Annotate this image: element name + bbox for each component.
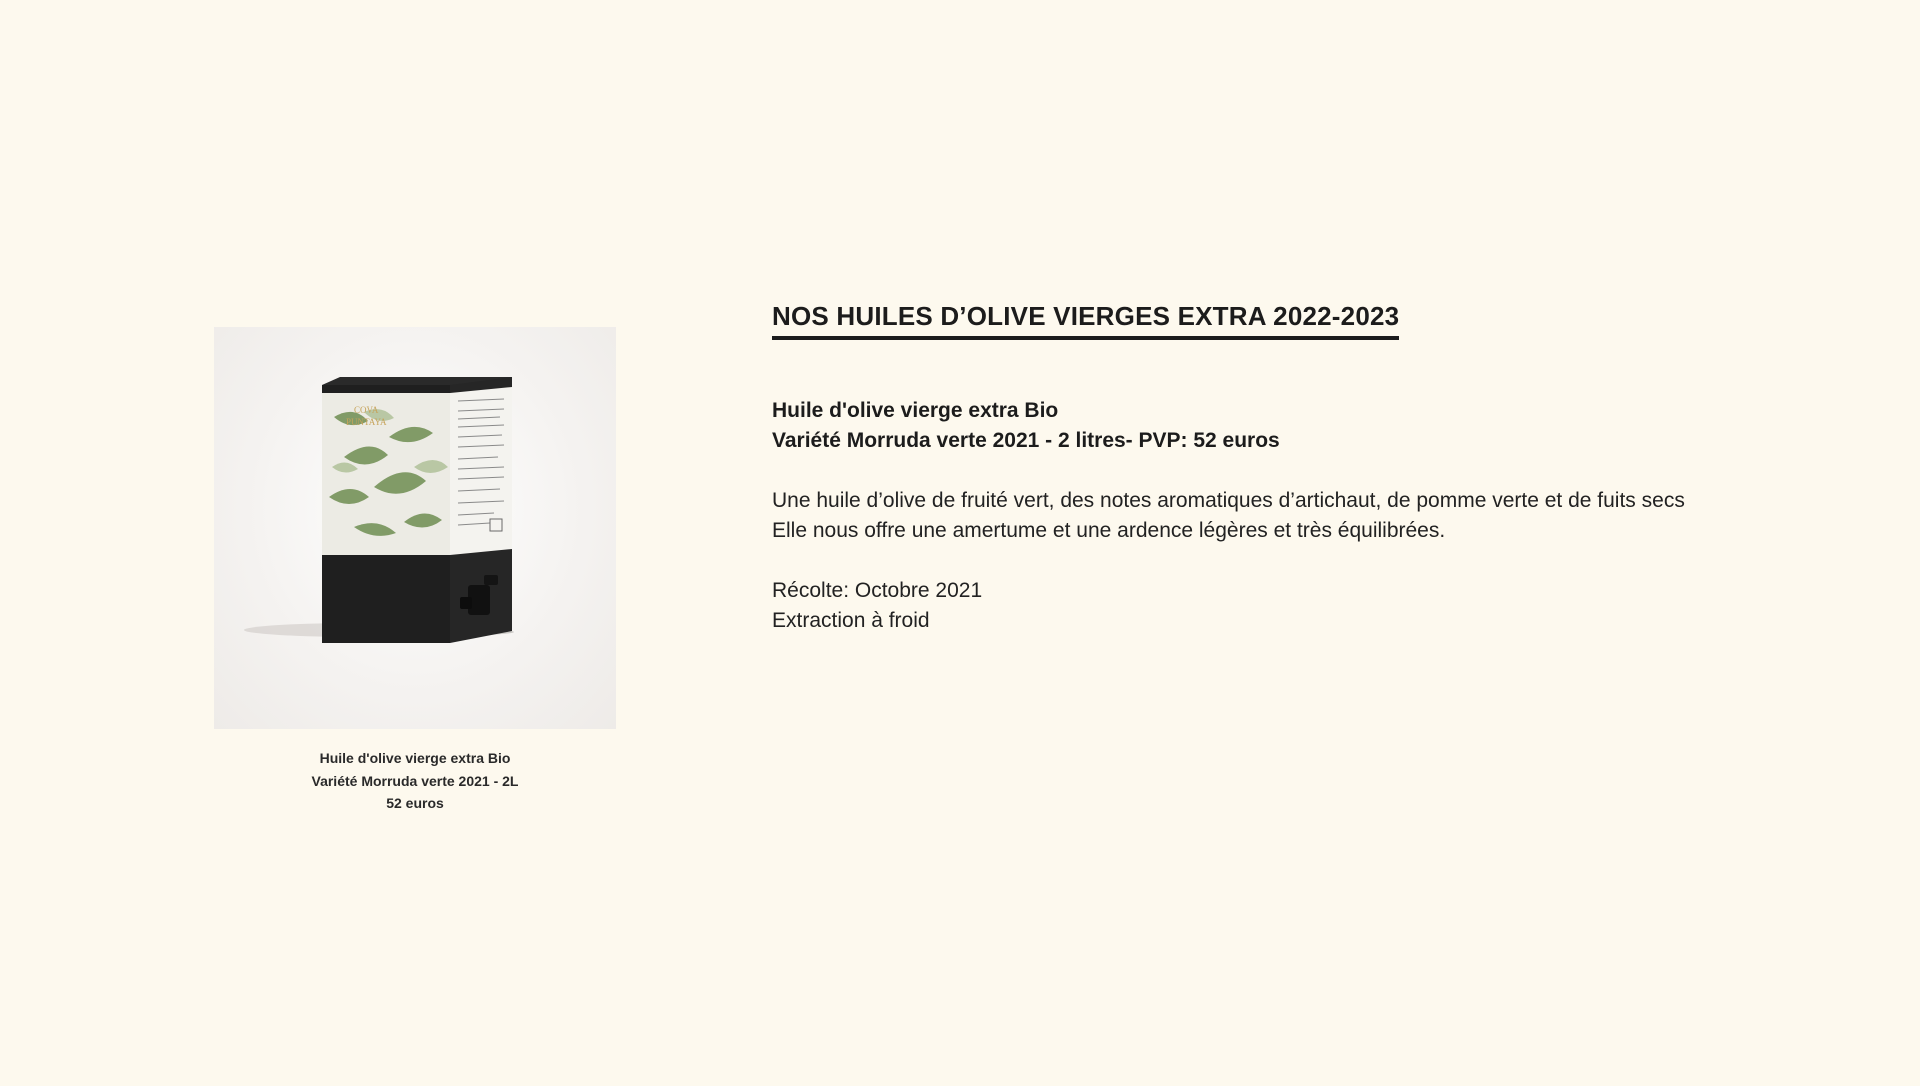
product-caption-variety: Variété Morruda verte 2021 - 2L xyxy=(311,772,519,789)
tasting-notes xyxy=(772,486,1872,546)
tasting-notes-line: Elle nous offre une amertume et une ardence légères et très équilibrées. xyxy=(772,519,1446,542)
harvest-info xyxy=(772,576,1872,636)
product-name-line: Huile d'olive vierge extra Bio xyxy=(772,399,1059,422)
harvest-date: Récolte: Octobre 2021 xyxy=(772,579,983,602)
product-card[interactable] xyxy=(214,327,616,815)
product-variety-price-line: Variété Morruda verte 2021 - 2 litres- PVP: 52 euros xyxy=(772,429,1280,452)
product-caption xyxy=(214,747,616,815)
tasting-notes-line: Une huile d’olive de fruité vert, des notes aromatiques d’artichaut, de pomme verte et de fuits secs xyxy=(772,489,1685,512)
extraction-method: Extraction à froid xyxy=(772,609,930,632)
product-caption-price: 52 euros xyxy=(386,795,444,811)
product-description xyxy=(772,300,1872,636)
product-name xyxy=(772,396,1872,456)
product-image[interactable] xyxy=(214,327,616,729)
svg-text:PUNTAYA: PUNTAYA xyxy=(346,417,387,427)
olive-oil-box-icon xyxy=(214,327,616,729)
svg-text:COVA: COVA xyxy=(354,405,379,415)
product-caption-name: Huile d'olive vierge extra Bio xyxy=(319,750,511,766)
section-title: NOS HUILES D’OLIVE VIERGES EXTRA 2022-2023 xyxy=(772,300,1399,340)
